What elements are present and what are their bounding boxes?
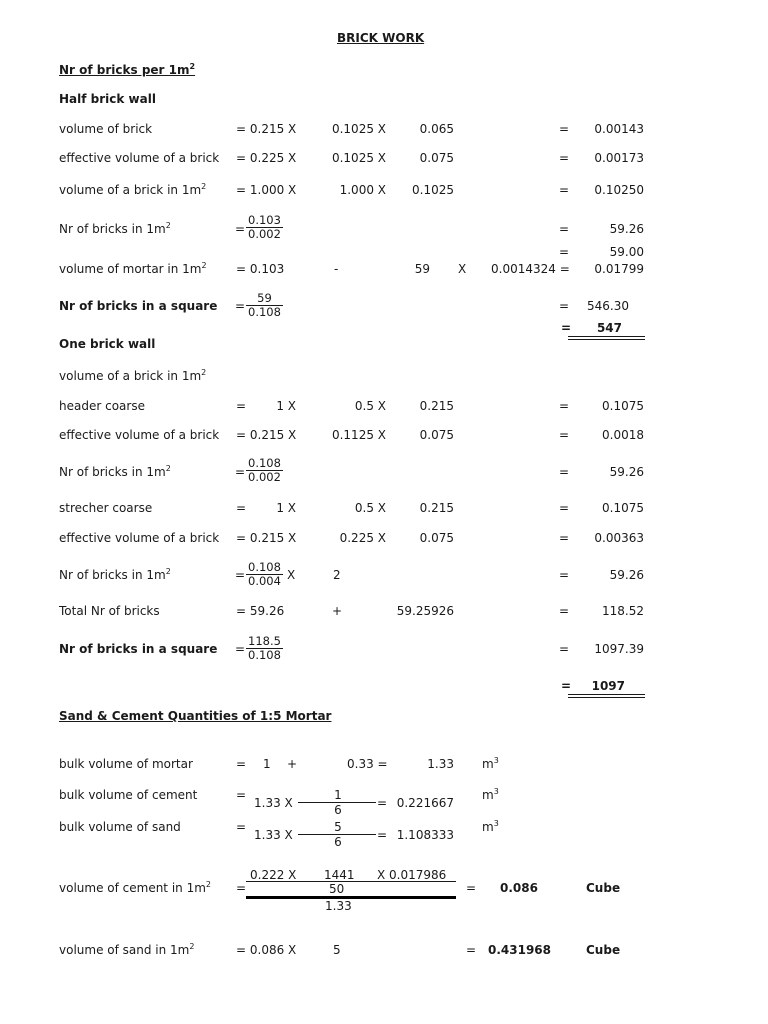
fraction — [246, 561, 283, 588]
row-label: bulk volume of mortar — [59, 757, 193, 771]
value: 1.33 — [427, 757, 454, 771]
equals-sign: = — [377, 796, 388, 810]
row-label: header coarse — [59, 399, 145, 413]
result-value: 0.00363 — [594, 531, 644, 545]
equals-sign: = — [466, 881, 477, 895]
value: 59 — [414, 262, 430, 276]
numerator: 118.5 — [248, 634, 281, 648]
total-value: 547 — [596, 321, 622, 335]
row-label: Nr of bricks in a square — [59, 642, 218, 656]
equals-sign: = — [559, 122, 570, 136]
equals-sign: = — [559, 568, 570, 582]
value: 50 — [329, 882, 345, 896]
value: 0.065 — [419, 122, 454, 136]
row-label: effective volume of a brick — [59, 531, 220, 545]
value: X 0.017986 — [377, 868, 447, 882]
row-label: volume of a brick in $1m^2$ — [59, 368, 207, 383]
numerator: 5 — [334, 820, 342, 834]
result-value: 0.1075 — [602, 399, 644, 413]
value: 0.215 — [419, 501, 454, 515]
value: 0.1025 X — [331, 122, 386, 136]
denominator: 6 — [334, 835, 342, 849]
value: 0.33 = — [347, 757, 388, 771]
equals-sign: = — [561, 321, 572, 335]
equals-sign: = — [236, 399, 247, 413]
row-label: effective volume of a brick — [59, 428, 220, 442]
double-underline-bottom — [568, 339, 645, 340]
row-label: effective volume of a brick — [59, 151, 220, 165]
row-label: volume of brick — [59, 122, 153, 136]
operator: + — [332, 604, 343, 618]
value: 1 X — [276, 501, 296, 515]
double-underline-top — [568, 336, 645, 337]
value: = 59.26 — [236, 604, 285, 618]
value: 0.222 X — [250, 868, 297, 882]
page-title: BRICK WORK — [337, 31, 425, 45]
value: 59.25926 — [396, 604, 454, 618]
equals-sign: = — [559, 222, 570, 236]
double-underline-bottom — [568, 697, 645, 698]
value: = 0.225 X — [236, 151, 297, 165]
value: 0.1025 X — [331, 151, 386, 165]
equals-sign: = — [235, 568, 246, 582]
total-value: 1097 — [591, 679, 625, 693]
unit: $m^3$ — [482, 819, 499, 834]
result-value: 59.26 — [609, 568, 644, 582]
equals-sign: = — [559, 399, 570, 413]
row-label: Nr of bricks in $1m^2$ — [59, 464, 171, 479]
row-label: bulk volume of sand — [59, 820, 181, 834]
half-brick-wall-heading: Half brick wall — [59, 92, 156, 106]
equals-sign: = — [236, 757, 247, 771]
value: 0.0014324 = — [491, 262, 570, 276]
value: 0.075 — [419, 531, 454, 545]
denominator: 0.108 — [248, 305, 281, 319]
equals-sign: = — [559, 299, 570, 313]
equals-sign: = — [559, 151, 570, 165]
operator: + — [287, 757, 298, 771]
result-value: 0.0018 — [602, 428, 644, 442]
equals-sign: = — [235, 222, 246, 236]
result-value: 1097.39 — [594, 642, 644, 656]
fraction-bar — [246, 881, 456, 882]
value: = 1.000 X — [236, 183, 297, 197]
result-value: 0.431968 — [488, 943, 552, 957]
equals-sign: = — [559, 465, 570, 479]
value: 1441 — [324, 868, 355, 882]
row-label: volume of cement in $1m^2$ — [59, 880, 211, 895]
value: 1.33 X — [254, 828, 293, 842]
equals-sign: = — [236, 788, 247, 802]
denominator: 0.002 — [248, 470, 281, 484]
fraction — [246, 457, 283, 484]
row-label: volume of a brick in $1m^2$ — [59, 182, 207, 197]
numerator: 59 — [246, 292, 283, 306]
result-value: 0.1075 — [602, 501, 644, 515]
one-brick-wall-heading: One brick wall — [59, 337, 156, 351]
value: 0.075 — [419, 428, 454, 442]
row-label: Nr of bricks in $1m^2$ — [59, 567, 171, 582]
value: = 0.215 X — [236, 428, 297, 442]
value: 0.075 — [419, 151, 454, 165]
value: 1 X — [276, 399, 296, 413]
equals-sign: = — [235, 465, 246, 479]
value: 1.33 — [325, 899, 352, 913]
result-value: 0.01799 — [594, 262, 644, 276]
sand-cement-heading: Sand & Cement Quantities of 1:5 Mortar — [59, 709, 332, 723]
value: 0.5 X — [354, 501, 386, 515]
denominator: 0.108 — [248, 648, 281, 662]
row-label: volume of mortar in $1m^2$ — [59, 261, 207, 276]
unit: Cube — [586, 943, 621, 957]
fraction — [246, 292, 283, 319]
fraction — [246, 635, 283, 662]
equals-sign: = — [559, 183, 570, 197]
row-label: volume of sand in $1m^2$ — [59, 942, 195, 957]
value: 0.1025 — [412, 183, 454, 197]
fraction — [246, 214, 283, 241]
equals-sign: = — [559, 245, 570, 259]
row-label: strecher coarse — [59, 501, 153, 515]
equals-sign: = — [559, 501, 570, 515]
row-label: Total Nr of bricks — [59, 604, 160, 618]
value: 0.5 X — [354, 399, 386, 413]
value: 0.1125 X — [331, 428, 386, 442]
result-value: 0.00173 — [594, 151, 644, 165]
row-label: Nr of bricks in a square — [59, 299, 218, 313]
equals-sign: = — [559, 642, 570, 656]
operator: X — [287, 568, 296, 582]
value: = 0.215 X — [236, 531, 297, 545]
denominator: 0.002 — [248, 227, 281, 241]
result-value: 59.00 — [609, 245, 644, 259]
value: 2 — [333, 568, 341, 582]
result-value: 0.00143 — [594, 122, 644, 136]
value: 0.221667 — [396, 796, 454, 810]
value: 1 — [263, 757, 271, 771]
result-value: 59.26 — [609, 222, 644, 236]
value: = 0.215 X — [236, 122, 297, 136]
result-value: 59.26 — [609, 465, 644, 479]
equals-sign: = — [377, 828, 388, 842]
equals-sign: = — [559, 604, 570, 618]
denominator: 0.004 — [248, 574, 281, 588]
value: 1.33 X — [254, 796, 293, 810]
row-label: Nr of bricks in $1m^2$ — [59, 221, 171, 236]
equals-sign: = — [236, 881, 247, 895]
equals-sign: = — [466, 943, 477, 957]
equals-sign: = — [559, 531, 570, 545]
numerator: 1 — [334, 788, 342, 802]
result-value: 546.30 — [587, 299, 629, 313]
result-value: 0.086 — [500, 881, 538, 895]
value: 1.000 X — [339, 183, 386, 197]
unit: $m^3$ — [482, 756, 499, 771]
value: = 0.086 X — [236, 943, 297, 957]
section-heading-bricks-per-m2: Nr of bricks per $1m^2$ — [59, 62, 196, 77]
operator: - — [334, 262, 339, 276]
numerator: 0.108 — [248, 560, 281, 574]
value: 5 — [333, 943, 341, 957]
equals-sign: = — [235, 642, 246, 656]
value: 0.215 — [419, 399, 454, 413]
operator: X — [458, 262, 467, 276]
result-value: 118.52 — [602, 604, 644, 618]
equals-sign: = — [236, 501, 247, 515]
result-value: 0.10250 — [594, 183, 644, 197]
equals-sign: = — [559, 428, 570, 442]
double-underline-top — [568, 694, 645, 695]
value: = 0.103 — [236, 262, 285, 276]
numerator: 0.108 — [248, 456, 281, 470]
equals-sign: = — [236, 820, 247, 834]
equals-sign: = — [235, 299, 246, 313]
denominator: 6 — [334, 803, 342, 817]
numerator: 0.103 — [248, 213, 281, 227]
unit: $m^3$ — [482, 787, 499, 802]
value: 0.225 X — [339, 531, 386, 545]
unit: Cube — [586, 881, 621, 895]
row-label: bulk volume of cement — [59, 788, 198, 802]
value: 1.108333 — [396, 828, 454, 842]
equals-sign: = — [561, 679, 572, 693]
